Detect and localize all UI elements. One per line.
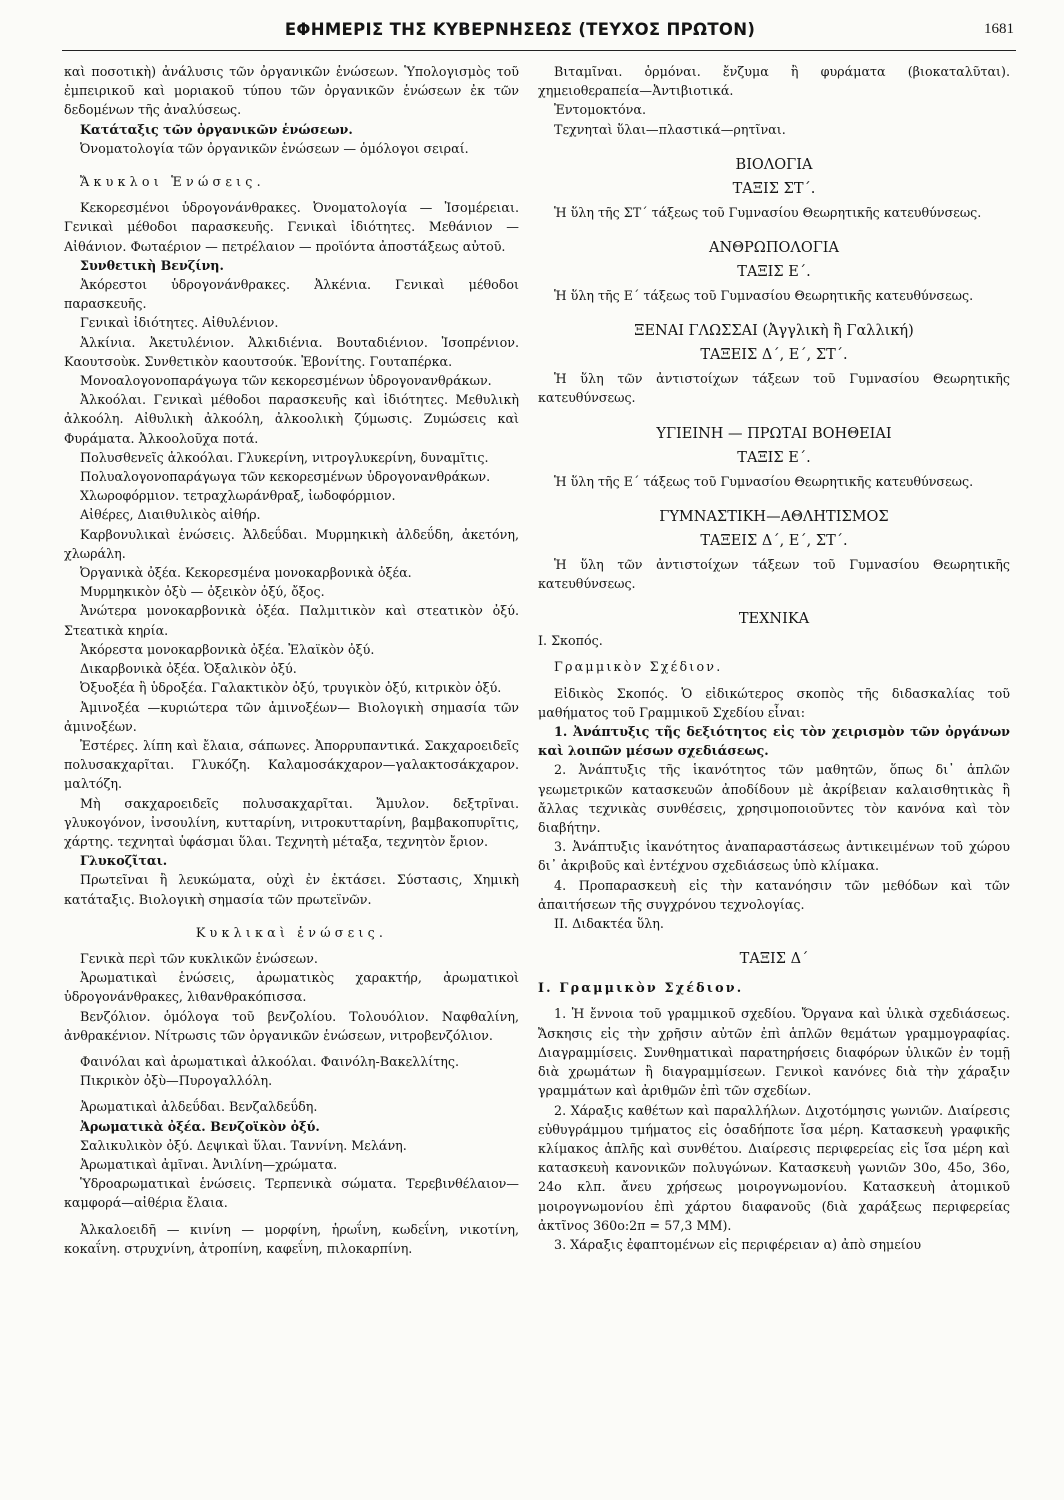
hygiene-title: ΥΓΙΕΙΝΗ — ΠΡΩΤΑΙ ΒΟΗΘΕΙΑΙ bbox=[656, 425, 892, 442]
paragraph: Εἰδικὸς Σκοπός. Ὁ εἰδικώτερος σκοπὸς τῆς διδασκαλίας τοῦ μαθήματος τοῦ Γραμμικοῦ Σχεδίου εἶναι: bbox=[538, 685, 1010, 720]
gazette-title: ΕΦΗΜΕΡΙΣ ΤΗΣ ΚΥΒΕΡΝΗΣΕΩΣ (ΤΕΥΧΟΣ ΠΡΩΤΟΝ) bbox=[284, 20, 756, 39]
paragraph: Μονοαλογονοπαράγωγα τῶν κεκορεσμένων ὑδρογονανθράκων. bbox=[80, 373, 492, 389]
paragraph: Ὀνοματολογία τῶν ὀργανικῶν ἑνώσεων — ὁμόλογοι σειραί. bbox=[80, 140, 469, 156]
paragraph: Γλυκοζῖται. bbox=[80, 853, 168, 869]
paragraph: Πολυαλογονοπαράγωγα τῶν κεκορεσμένων ὑδρογονανθράκων. bbox=[80, 469, 491, 485]
page-header bbox=[0, 20, 1064, 50]
paragraph: Τεχνηταὶ ὕλαι—πλαστικά—ρητῖναι. bbox=[554, 121, 786, 137]
languages-class: ΤΑΞΕΙΣ Δ΄, Ε΄, ΣΤ΄. bbox=[700, 347, 848, 364]
paragraph: Ἀλκίνια. Ἀκετυλένιον. Ἀλκιδιένια. Βουταδιένιον. Ἰσοπρένιον. Καουτσοὺκ. Συνθετικὸν καουτσούκ. Ἐβονίτης. Γουταπέρκα. bbox=[64, 334, 519, 369]
cyclic-heading: Κυκλικαὶ ἑνώσεις. bbox=[195, 924, 388, 940]
paragraph: Ἀκόρεστα μονοκαρβονικὰ ὀξέα. Ἐλαϊκὸν ὀξύ. bbox=[80, 641, 375, 657]
paragraph: Βενζόλιον. ὁμόλογα τοῦ βενζολίου. Τολουόλιον. Ναφθαλίνη, ἀνθρακένιον. Νίτρωσις τῶν ὀργανικῶν ἑνώσεων, νιτροβενζόλιον. bbox=[64, 1008, 519, 1043]
paragraph: Ἀλκοόλαι. Γενικαὶ μέθοδοι παρασκευῆς καὶ ἰδιότητες. Μεθυλικὴ ἀλκοόλη. Αἰθυλικὴ ἀλκοόλη, ἀλκοολικὴ ζύμωσις. Ζυμώσεις καὶ Φυράματα. Ἀλκοολοῦχα ποτά. bbox=[64, 392, 519, 446]
paragraph: Βιταμῖναι. ὁρμόναι. ἔνζυμα ἢ φυράματα (βιοκαταλῦται). χημειοθεραπεία—Ἀντιβιοτικά. bbox=[538, 64, 1010, 99]
paragraph: καὶ ποσοτικὴ) ἀνάλυσις τῶν ὀργανικῶν ἑνώσεων. Ὑπολογισμὸς τοῦ ἐμπειρικοῦ καὶ μοριακοῦ τύπου τῶν ὀργανικῶν ἑνώσεων ἐκ τῶν δεδομένων τῆς ἀναλύσεως. bbox=[64, 64, 519, 118]
acyclic-heading: Ἄκυκλοι Ἑνώσεις. bbox=[80, 174, 265, 190]
paragraph: Γενικὰ περὶ τῶν κυκλικῶν ἑνώσεων. bbox=[80, 950, 318, 966]
paragraph: Ἐντομοκτόνα. bbox=[554, 102, 646, 118]
paragraph: Κεκορεσμένοι ὑδρογονάνθρακες. Ὀνοματολογία — Ἰσομέρειαι. Γενικαὶ μέθοδοι παρασκευῆς. Γενικαὶ ἰδιότητες. Μεθάνιον — Αἰθάνιον. Φωταέριον — πετρέλαιον — προϊόντα ἀποστάξεως αὐτοῦ. bbox=[64, 200, 519, 254]
paragraph: Ἡ ὕλη τῶν ἀντιστοίχων τάξεων τοῦ Γυμνασίου Θεωρητικῆς κατευθύνσεως. bbox=[538, 556, 1010, 592]
paragraph: Ὑδροαρωματικαὶ ἑνώσεις. Τερπενικὰ σώματα. Τερεβινθέλαιον—καμφορά—αἰθέρια ἔλαια. bbox=[64, 1176, 519, 1211]
languages-title: ΞΕΝΑΙ ΓΛΩΣΣΑΙ (Ἀγγλικὴ ἢ Γαλλική) bbox=[634, 323, 914, 340]
paragraph: Ἀρωματικαὶ ἑνώσεις, ἀρωματικὸς χαρακτήρ, ἀρωματικοὶ ὑδρογονάνθρακες, λιθανθρακόπισσα. bbox=[64, 970, 519, 1005]
paragraph: Σαλικυλικὸν ὀξύ. Δεψικαὶ ὕλαι. Ταννίνη. Μελάνη. bbox=[80, 1137, 407, 1153]
paragraph: Ἡ ὕλη τῆς ΣΤ΄ τάξεως τοῦ Γυμνασίου Θεωρητικῆς κατευθύνσεως. bbox=[554, 204, 982, 220]
linear-drawing-heading: Γραμμικὸν Σχέδιον. bbox=[554, 659, 723, 675]
paragraph: 2. Χάραξις καθέτων καὶ παραλλήλων. Διχοτόμησις γωνιῶν. Διαίρεσις εὐθυγράμμου τμήματος εἰς ὁσαδήποτε ἴσα μέρη. Κατασκευὴ γραφικῆς κλίμακος ἁπλῆς καὶ συνθέτου. Διαίρεσις περιφερείας εἰς ἴσα μέρη καὶ κατασκευὴ κανονικῶν πολυγώνων. Κατασκευὴ γωνιῶν 30ο, 45ο, 36ο, 24ο κλπ. ἄνευ χρήσεως μοιρογνωμονίου. Κατασκευὴ ἀτομικοῦ μοιρογνωμονίου ἐπὶ χάρτου διαφανοῦς (διὰ χαράξεως περιφερείας ἀκτῖνος 360ο:2π = 57,3 ΜΜ). bbox=[538, 1102, 1010, 1233]
paragraph: Ὀξυοξέα ἢ ὑδροξέα. Γαλακτικὸν ὀξύ, τρυγικὸν ὀξύ, κιτρικὸν ὀξύ. bbox=[80, 680, 502, 696]
paragraph: Ἡ ὕλη τῆς Ε΄ τάξεως τοῦ Γυμνασίου Θεωρητικῆς κατευθύνσεως. bbox=[554, 288, 974, 304]
paragraph: Γενικαὶ ἰδιότητες. Αἰθυλένιον. bbox=[80, 315, 279, 331]
page-number: 1681 bbox=[984, 21, 1014, 37]
paragraph: Αἰθέρες, Διαιθυλικὸς αἰθήρ. bbox=[80, 507, 261, 523]
anthropology-class: ΤΑΞΙΣ Ε΄. bbox=[737, 264, 811, 281]
class-d-title: ΤΑΞΙΣ Δ΄ bbox=[739, 951, 809, 968]
paragraph: 3. Ἀνάπτυξις ἱκανότητος ἀναπαραστάσεως ἀντικειμένων τοῦ χώρου δι᾽ ἀκριβοῦς καὶ ἐντέχνου σχεδιάσεως ὑπὸ κλίμακα. bbox=[538, 839, 1010, 874]
paragraph: Φαινόλαι καὶ ἀρωματικαὶ ἀλκοόλαι. Φαινόλη-Βακελλίτης. bbox=[80, 1053, 460, 1069]
paragraph: Ἀρωματικαὶ ἀλδεΰδαι. Βενζαλδεΰδη. bbox=[80, 1099, 318, 1115]
paragraph: Ἡ ὕλη τῶν ἀντιστοίχων τάξεων τοῦ Γυμνασίου Θεωρητικῆς κατευθύνσεως. bbox=[538, 371, 1010, 406]
linear-drawing-heading: Ι. Γραμμικὸν Σχέδιον. bbox=[538, 980, 744, 996]
right-column bbox=[538, 62, 1010, 1254]
paragraph: Μυρμηκικὸν ὀξὺ — ὀξεικὸν ὀξύ, ὄξος. bbox=[80, 584, 325, 600]
paragraph: Κατάταξις τῶν ὀργανικῶν ἑνώσεων. bbox=[80, 121, 353, 137]
paragraph: Ἀμινοξέα —κυριώτερα τῶν ἀμινοξέων— Βιολογικὴ σημασία τῶν ἀμινοξέων. bbox=[64, 699, 519, 734]
paragraph: Πολυσθενεῖς ἀλκοόλαι. Γλυκερίνη, νιτρογλυκερίνη, δυναμῖτις. bbox=[80, 449, 489, 465]
paragraph: Καρβονυλικαὶ ἑνώσεις. Ἀλδεΰδαι. Μυρμηκικὴ ἀλδεΰδη, ἀκετόνη, χλωράλη. bbox=[64, 526, 519, 561]
paragraph: Πρωτεῖναι ἢ λευκώματα, οὐχὶ ἐν ἐκτάσει. Σύστασις, Χημικὴ κατάταξις. Βιολογικὴ σημασία τῶν πρωτεϊνῶν. bbox=[64, 872, 519, 907]
paragraph: ΙΙ. Διδακτέα ὕλη. bbox=[554, 916, 664, 932]
paragraph: Χλωροφόρμιον. τετραχλωράνθραξ, ἰωδοφόρμιον. bbox=[80, 488, 396, 504]
paragraph: 1. Ἀνάπτυξις τῆς δεξιότητος εἰς τὸν χειρισμὸν τῶν ὀργάνων καὶ λοιπῶν μέσων σχεδιάσεως. bbox=[538, 724, 1010, 759]
paragraph: 4. Προπαρασκευὴ εἰς τὴν κατανόησιν τῶν μεθόδων καὶ τῶν ἀπαιτήσεων τῆς συγχρόνου τεχνολογίας. bbox=[538, 877, 1010, 912]
paragraph: 2. Ἀνάπτυξις τῆς ἱκανότητος τῶν μαθητῶν, ὅπως δι᾽ ἁπλῶν γεωμετρικῶν κατασκευῶν ἀποδίδουν μὲ ἀκρίβειαν καλαισθητικὰς ἢ ἄλλας τεχνικὰς συνθέσεις, χρησιμοποιοῦντες τὸν κανόνα καὶ τὸν διαβήτην. bbox=[538, 762, 1010, 836]
hygiene-class: ΤΑΞΙΣ Ε΄. bbox=[737, 449, 811, 466]
paragraph: Ἀκόρεστοι ὑδρογονάνθρακες. Ἀλκένια. Γενικαὶ μέθοδοι παρασκευῆς. bbox=[64, 277, 519, 312]
paragraph: Ἀρωματικαὶ ἀμῖναι. Ἀνιλίνη—χρώματα. bbox=[80, 1156, 338, 1172]
paragraph: Ἀρωματικὰ ὀξέα. Βενζοϊκὸν ὀξύ. bbox=[80, 1118, 320, 1134]
paragraph: Ἀλκαλοειδῆ — κινίνη — μορφίνη, ἡρωΐνη, κωδεΐνη, νικοτίνη, κοκαΐνη. στρυχνίνη, ἀτροπίνη, καφεΐνη, πιλοκαρπίνη. bbox=[64, 1221, 519, 1256]
paragraph: Ι. Σκοπός. bbox=[538, 633, 603, 649]
paragraph: Πικρικὸν ὀξὺ—Πυρογαλλόλη. bbox=[80, 1073, 273, 1089]
gymnastics-title: ΓΥΜΝΑΣΤΙΚΗ—ΑΘΛΗΤΙΣΜΟΣ bbox=[659, 508, 889, 525]
left-column bbox=[64, 62, 519, 1258]
gymnastics-class: ΤΑΞΕΙΣ Δ΄, Ε΄, ΣΤ΄. bbox=[700, 532, 848, 549]
technical-title: ΤΕΧΝΙΚΑ bbox=[738, 611, 810, 628]
biology-class: ΤΑΞΙΣ ΣΤ΄. bbox=[732, 180, 816, 197]
paragraph: Δικαρβονικὰ ὀξέα. Ὀξαλικὸν ὀξύ. bbox=[80, 661, 297, 677]
paragraph: Ἀνώτερα μονοκαρβονικὰ ὀξέα. Παλμιτικὸν καὶ στεατικὸν ὀξύ. Στεατικὰ κηρία. bbox=[64, 603, 519, 638]
anthropology-title: ΑΝΘΡΩΠΟΛΟΓΙΑ bbox=[709, 240, 839, 257]
paragraph: 3. Χάραξις ἐφαπτομένων εἰς περιφέρειαν α) ἀπὸ σημείου bbox=[554, 1236, 922, 1252]
biology-title: ΒΙΟΛΟΓΙΑ bbox=[735, 156, 813, 173]
paragraph: Ἐστέρες. λίπη καὶ ἔλαια, σάπωνες. Ἀπορρυπαντικά. Σακχαροειδεῖς πολυσακχαρῖται. Γλυκόζη. Καλαμοσάκχαρον—γαλακτοσάκχαρον. μαλτόζη. bbox=[64, 737, 519, 792]
paragraph: Ὀργανικὰ ὀξέα. Κεκορεσμένα μονοκαρβονικὰ ὀξέα. bbox=[80, 565, 412, 581]
paragraph: Ἡ ὕλη τῆς Ε΄ τάξεως τοῦ Γυμνασίου Θεωρητικῆς κατευθύνσεως. bbox=[554, 473, 974, 489]
paragraph: Μὴ σακχαροειδεῖς πολυσακχαρῖται. Ἄμυλον. δεξτρῖναι. γλυκογόνον, ἰνσουλίνη, κυτταρίνη, νιτροκυτταρίνη, βαμβακοπυρῖτις, χάρτης. τεχνηταὶ ὑφάσμαι ὕλαι. Τεχνητὴ μέταξα, τεχνητὸν ἔριον. bbox=[64, 795, 519, 849]
paragraph: 1. Ἡ ἔννοια τοῦ γραμμικοῦ σχεδίου. Ὄργανα καὶ ὑλικὰ σχεδιάσεως. Ἄσκησις εἰς τὴν χρῆσιν αὐτῶν ἐπὶ ἁπλῶν θεμάτων γραμμογραφίας. Διαγραμμίσεις. Συνθηματικαὶ παρατηρήσεις διαφόρων ὑλικῶν ἐν τομῇ διὰ χρωμάτων ἢ διαγραμμίσεων. Γενικοὶ κανόνες διὰ τὴν χάραξιν γραμμάτων καὶ ἀριθμῶν ἐπὶ τῶν σχεδίων. bbox=[538, 1006, 1010, 1099]
header-rule bbox=[62, 50, 1016, 51]
paragraph: Συνθετικὴ Βενζίνη. bbox=[80, 257, 224, 273]
